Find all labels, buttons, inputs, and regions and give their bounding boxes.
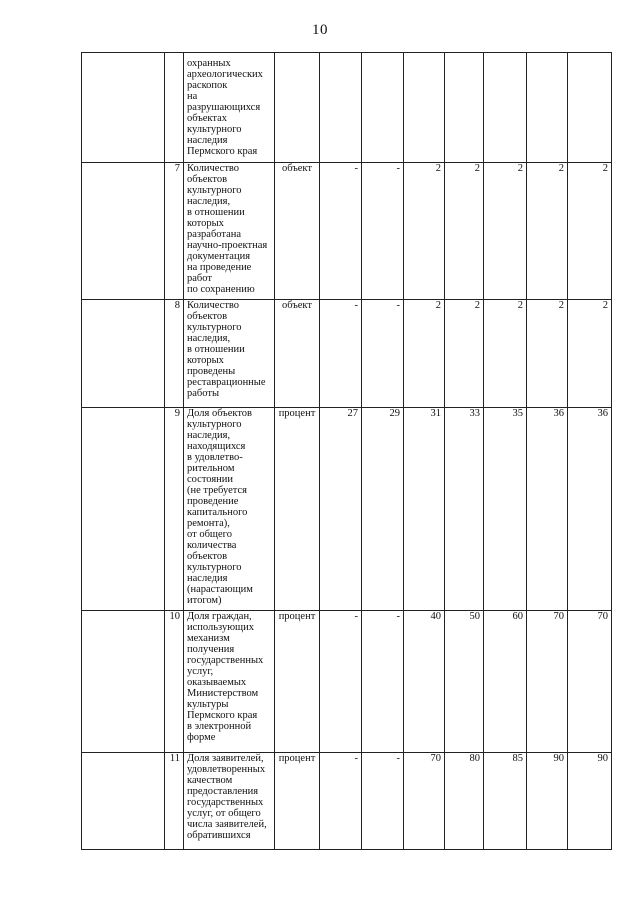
table-row (82, 611, 612, 753)
value-cell (484, 53, 527, 163)
indicator-name-line: капитального (187, 507, 248, 518)
indicator-name-line: количества (187, 540, 237, 551)
value-cell: 40 (404, 611, 445, 753)
row-number-cell (165, 53, 184, 163)
indicator-name-line: механизм (187, 633, 230, 644)
row-number-cell: 8 (165, 300, 184, 408)
value-cell: 90 (527, 753, 568, 850)
value-cell: - (320, 753, 362, 850)
value-cell: 60 (484, 611, 527, 753)
indicator-name-line: археологических (187, 69, 263, 80)
value-cell: 2 (404, 300, 445, 408)
value-cell: 2 (484, 300, 527, 408)
value-cell (320, 53, 362, 163)
table-row (82, 300, 612, 408)
table-row (82, 408, 612, 611)
indicator-name-line: наследия, (187, 196, 231, 207)
indicator-name-line: Министерством (187, 688, 259, 699)
left-blank-cell (82, 753, 165, 850)
value-cell: - (320, 300, 362, 408)
value-cell: - (362, 300, 404, 408)
indicator-name-line: состоянии (187, 474, 234, 485)
indicator-name-line: услуг, от общего (187, 808, 261, 819)
indicator-name-cell (184, 53, 275, 163)
indicator-name-line: ремонта), (187, 518, 230, 529)
indicator-name-line: Доля заявителей, (187, 753, 264, 764)
indicator-name-line: (не требуется (187, 485, 247, 496)
indicator-name-line: государственных (187, 797, 264, 808)
value-cell: 27 (320, 408, 362, 611)
value-cell: - (320, 611, 362, 753)
indicator-name-line: объектов (187, 174, 228, 185)
value-cell: 50 (445, 611, 484, 753)
row-number-cell: 9 (165, 408, 184, 611)
indicator-name-line: объектов (187, 551, 228, 562)
indicator-name-line: проведены (187, 366, 236, 377)
value-cell (404, 53, 445, 163)
indicator-name-line: в отношении (187, 344, 245, 355)
indicator-name-line: культурного (187, 124, 242, 135)
indicator-name-line: объектах (187, 113, 228, 124)
indicator-name-line: итогом) (187, 595, 222, 606)
indicator-name-cell (184, 611, 275, 753)
indicator-name-line: качеством (187, 775, 233, 786)
value-cell (445, 53, 484, 163)
table-row (82, 163, 612, 300)
indicator-name-line: работы (187, 388, 220, 399)
indicator-name-line: Количество (187, 163, 240, 174)
indicator-name-line: разработана (187, 229, 242, 240)
indicator-name-line: культуры (187, 699, 229, 710)
row-number-cell: 7 (165, 163, 184, 300)
indicator-name-line: научно-проектная (187, 240, 268, 251)
left-blank-cell (82, 300, 165, 408)
value-cell: 2 (527, 300, 568, 408)
indicator-name-line: от общего (187, 529, 232, 540)
indicator-name-line: наследия (187, 573, 228, 584)
value-cell: 2 (445, 300, 484, 408)
value-cell: 2 (527, 163, 568, 300)
indicator-name-line: которых (187, 218, 224, 229)
indicator-name-line: форме (187, 732, 216, 743)
indicator-name-line: культурного (187, 419, 242, 430)
indicator-name-line: использующих (187, 622, 255, 633)
indicator-name-line: проведение (187, 496, 239, 507)
value-cell: 35 (484, 408, 527, 611)
indicator-name-line: получения (187, 644, 235, 655)
indicator-name-line: объектов (187, 311, 228, 322)
value-cell: 29 (362, 408, 404, 611)
value-cell (527, 53, 568, 163)
indicator-name-line: находящихся (187, 441, 246, 452)
value-cell: 70 (527, 611, 568, 753)
value-cell (362, 53, 404, 163)
value-cell: - (320, 163, 362, 300)
indicator-name-line: на проведение (187, 262, 252, 273)
unit-cell: процент (275, 408, 320, 611)
indicator-name-line: охранных (187, 58, 231, 69)
value-cell: 31 (404, 408, 445, 611)
indicator-name-line: услуг, (187, 666, 214, 677)
unit-cell (275, 53, 320, 163)
table-row (82, 753, 612, 850)
indicator-name-line: Доля объектов (187, 408, 253, 419)
value-cell: 90 (568, 753, 612, 850)
indicator-name-cell (184, 408, 275, 611)
indicator-name-line: в электронной (187, 721, 252, 732)
value-cell (568, 53, 612, 163)
indicator-name-line: государственных (187, 655, 264, 666)
indicator-name-line: Количество (187, 300, 240, 311)
indicator-name-line: работ (187, 273, 212, 284)
left-blank-cell (82, 408, 165, 611)
indicator-name-cell (184, 300, 275, 408)
value-cell: 2 (568, 163, 612, 300)
value-cell: 70 (404, 753, 445, 850)
unit-cell: объект (275, 300, 320, 408)
indicator-name-line: обратившихся (187, 830, 251, 841)
unit-cell: процент (275, 611, 320, 753)
indicator-name-line: в отношении (187, 207, 245, 218)
value-cell: - (362, 611, 404, 753)
indicators-table (81, 52, 612, 850)
left-blank-cell (82, 163, 165, 300)
row-number-cell: 10 (165, 611, 184, 753)
indicator-name-line: культурного (187, 562, 242, 573)
unit-cell: объект (275, 163, 320, 300)
value-cell: 2 (568, 300, 612, 408)
value-cell: 70 (568, 611, 612, 753)
value-cell: 2 (404, 163, 445, 300)
indicator-name-line: наследия, (187, 333, 231, 344)
row-number-cell: 11 (165, 753, 184, 850)
unit-cell: процент (275, 753, 320, 850)
indicator-name-line: предоставления (187, 786, 259, 797)
value-cell: 2 (484, 163, 527, 300)
indicator-name-line: оказываемых (187, 677, 247, 688)
value-cell: 33 (445, 408, 484, 611)
value-cell: - (362, 753, 404, 850)
indicator-name-line: на (187, 91, 198, 102)
indicator-name-line: документация (187, 251, 251, 262)
indicator-name-line: в удовлетво- (187, 452, 243, 463)
table-row (82, 53, 612, 163)
indicator-name-line: культурного (187, 322, 242, 333)
value-cell: 80 (445, 753, 484, 850)
indicator-name-line: наследия (187, 135, 228, 146)
indicator-name-line: культурного (187, 185, 242, 196)
page-number: 10 (312, 22, 328, 38)
indicator-name-line: разрушающихся (187, 102, 261, 113)
left-blank-cell (82, 611, 165, 753)
indicator-name-line: по сохранению (187, 284, 255, 295)
indicator-name-line: числа заявителей, (187, 819, 267, 830)
indicator-name-line: рительном (187, 463, 235, 474)
indicator-name-line: которых (187, 355, 224, 366)
value-cell: 2 (445, 163, 484, 300)
value-cell: 36 (527, 408, 568, 611)
indicator-name-line: Доля граждан, (187, 611, 252, 622)
indicator-name-line: Пермского края (187, 146, 258, 157)
indicator-name-line: наследия, (187, 430, 231, 441)
value-cell: - (362, 163, 404, 300)
indicator-name-cell (184, 163, 275, 300)
indicator-name-line: (нарастающим (187, 584, 253, 595)
left-blank-cell (82, 53, 165, 163)
value-cell: 36 (568, 408, 612, 611)
value-cell: 85 (484, 753, 527, 850)
indicator-name-line: раскопок (187, 80, 228, 91)
indicator-name-line: Пермского края (187, 710, 258, 721)
indicator-name-line: удовлетворенных (187, 764, 266, 775)
indicator-name-line: реставрационные (187, 377, 266, 388)
indicator-name-cell (184, 753, 275, 850)
